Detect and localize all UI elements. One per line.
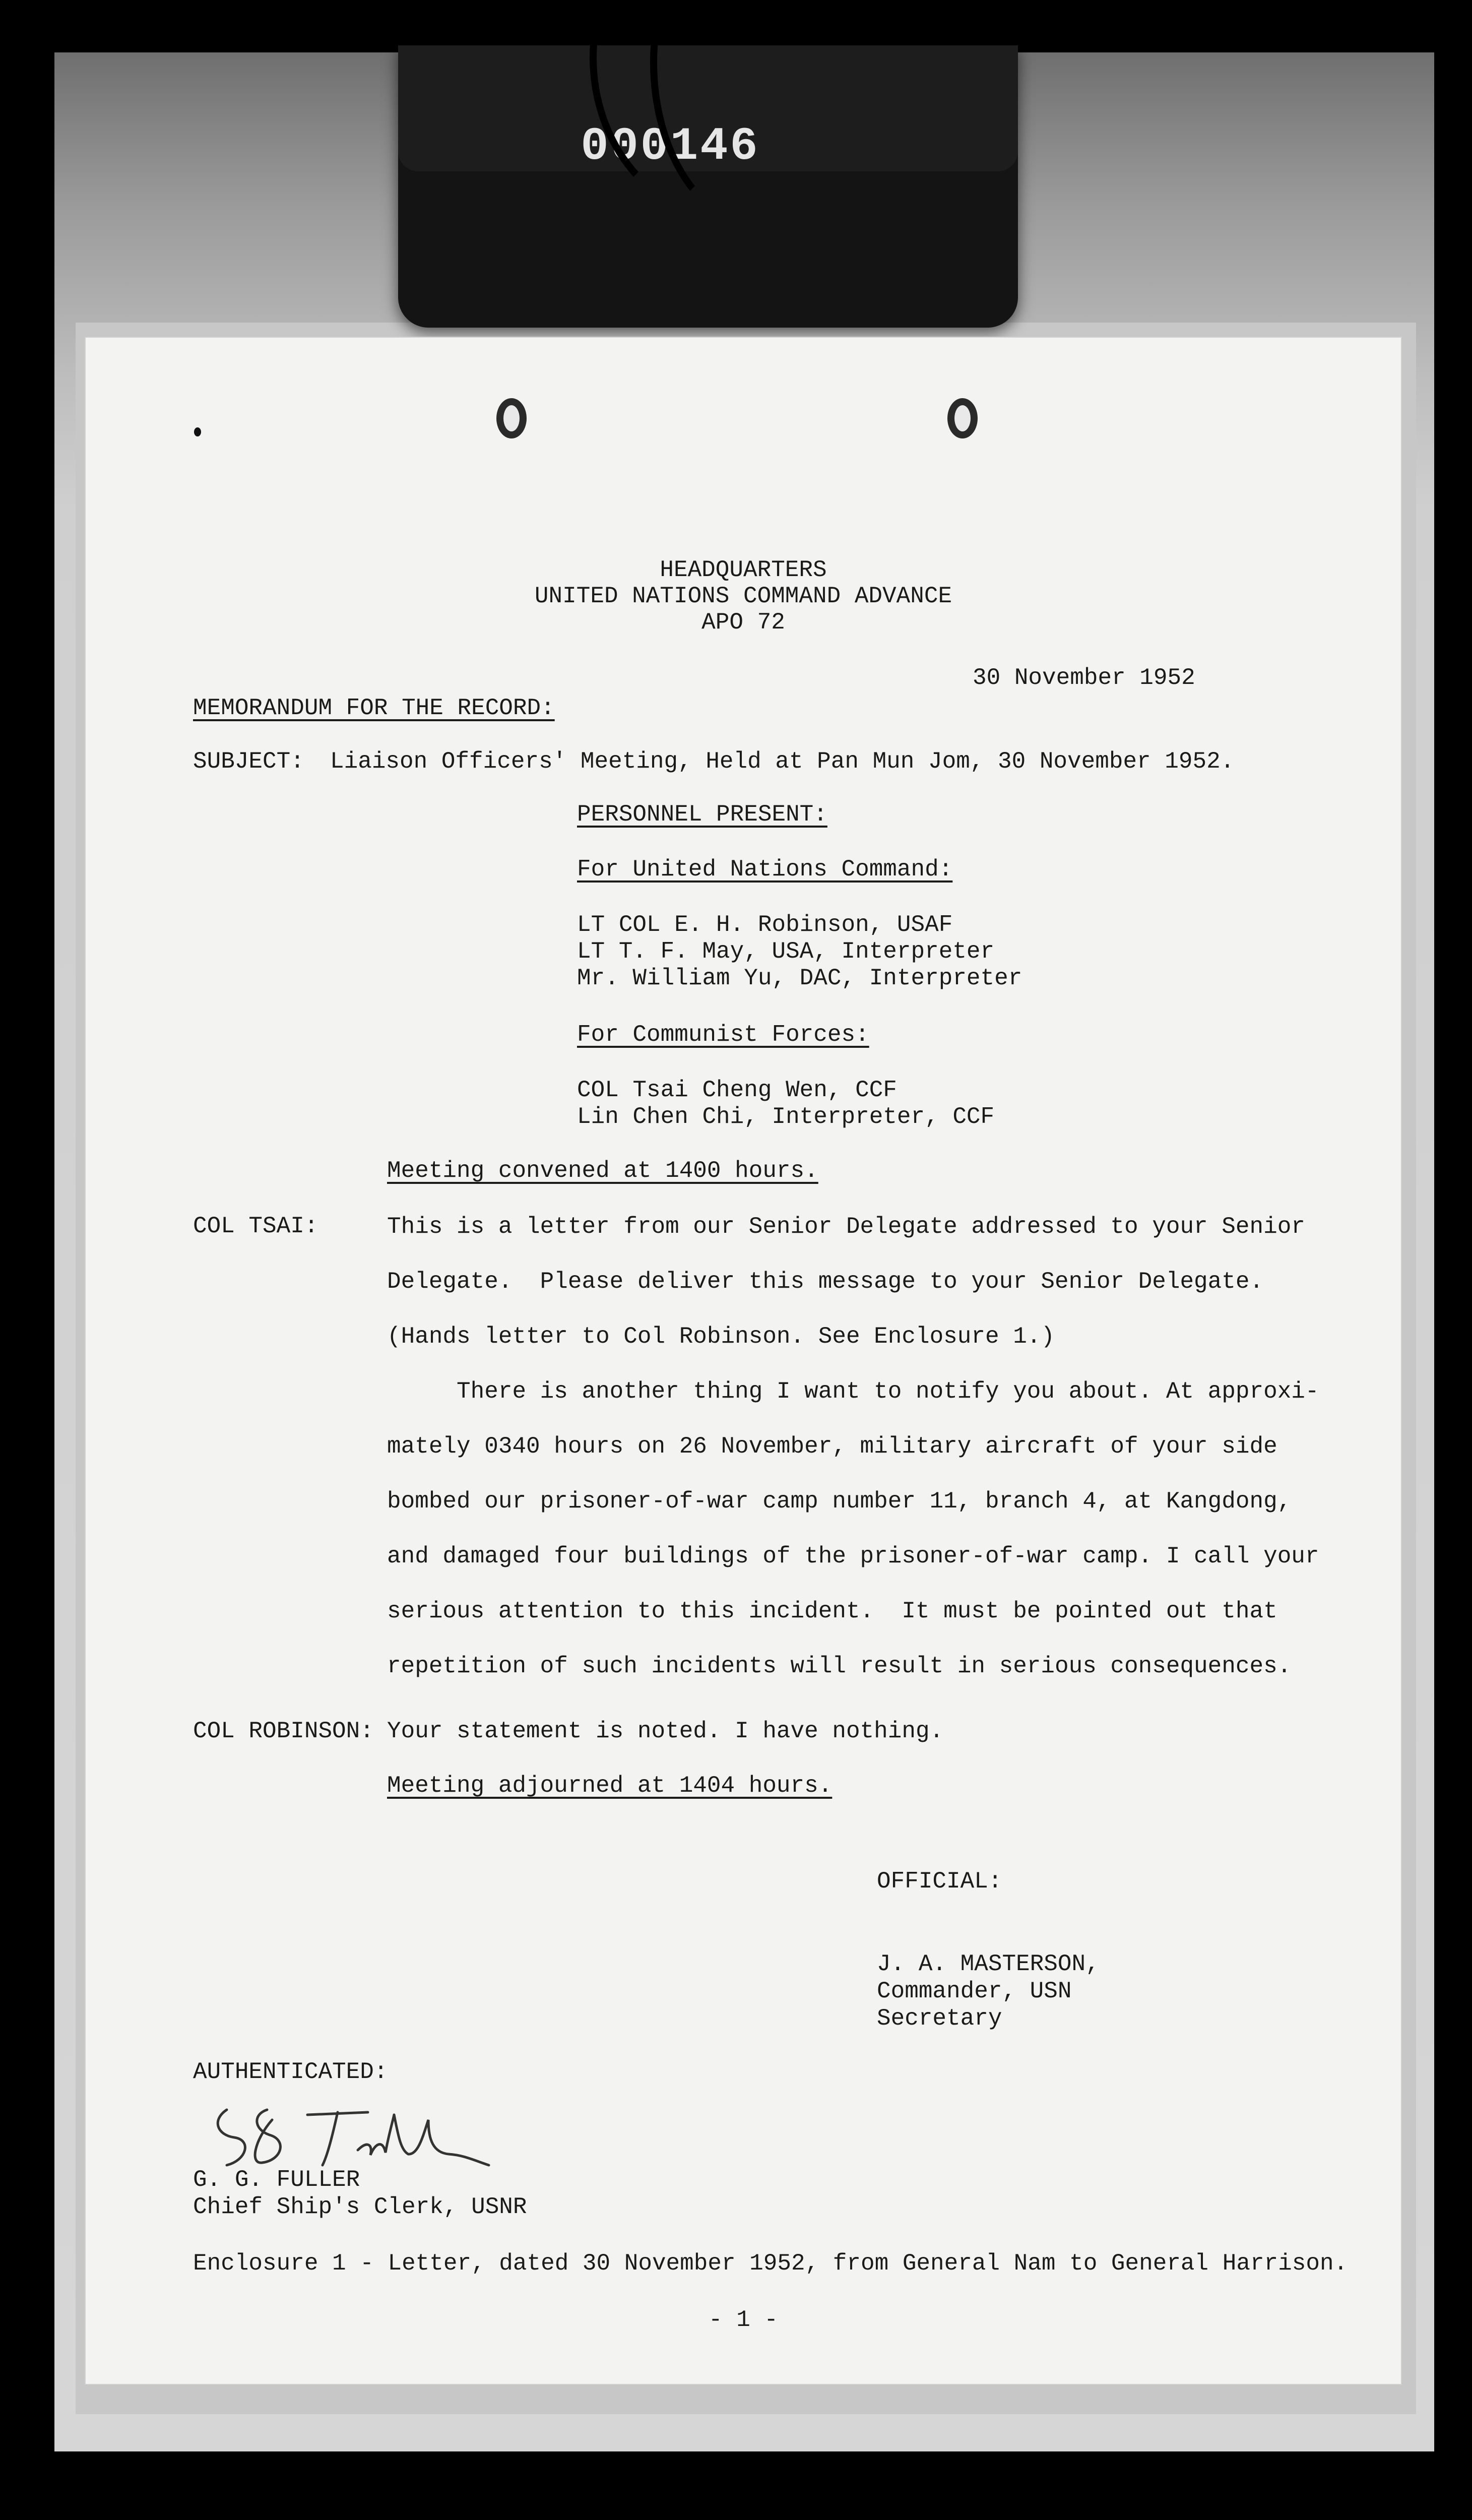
speech-line: serious attention to this incident. It must be pointed out that bbox=[387, 1598, 1277, 1624]
speech-paragraph bbox=[387, 1200, 1319, 1694]
communist-heading: For Communist Forces: bbox=[577, 1022, 869, 1048]
subject-text: Liaison Officers' Meeting, Held at Pan Mun Jom, 30 November 1952. bbox=[330, 748, 1235, 775]
official-title: Secretary bbox=[877, 2005, 1002, 2032]
punch-hole bbox=[947, 398, 978, 438]
memo-date: 30 November 1952 bbox=[973, 665, 1195, 691]
un-member: LT COL E. H. Robinson, USAF bbox=[577, 912, 953, 938]
header-line-3: APO 72 bbox=[701, 609, 785, 636]
header-line-1: HEADQUARTERS bbox=[660, 557, 827, 583]
adjourned-line: Meeting adjourned at 1404 hours. bbox=[387, 1773, 833, 1799]
enclosure-note: Enclosure 1 - Letter, dated 30 November 1952, from General Nam to General Harrison. bbox=[193, 2250, 1348, 2277]
header-line-2: UNITED NATIONS COMMAND ADVANCE bbox=[534, 583, 952, 609]
speech-line: repetition of such incidents will result in serious consequences. bbox=[387, 1653, 1292, 1679]
official-rank: Commander, USN bbox=[877, 1978, 1072, 2004]
reply-text: Your statement is noted. I have nothing. bbox=[387, 1718, 944, 1744]
personnel-heading: PERSONNEL PRESENT: bbox=[577, 801, 827, 828]
frame-counter: 000146 bbox=[581, 119, 760, 173]
convened-line: Meeting convened at 1400 hours. bbox=[387, 1158, 818, 1184]
subject-label: SUBJECT: bbox=[193, 748, 304, 775]
speech-line: There is another thing I want to notify you about. At approxi- bbox=[387, 1378, 1319, 1405]
authenticated-title: Chief Ship's Clerk, USNR bbox=[193, 2194, 527, 2220]
page-number: - 1 - bbox=[708, 2307, 779, 2333]
official-label: OFFICIAL: bbox=[877, 1868, 1002, 1895]
memorandum-page bbox=[86, 338, 1401, 2384]
memo-title: MEMORANDUM FOR THE RECORD: bbox=[193, 695, 555, 721]
speech-line: mately 0340 hours on 26 November, military aircraft of your side bbox=[387, 1433, 1277, 1460]
un-member: Mr. William Yu, DAC, Interpreter bbox=[577, 965, 1022, 991]
communist-member: COL Tsai Cheng Wen, CCF bbox=[577, 1077, 897, 1103]
speech-line: and damaged four buildings of the prisoner-of-war camp. I call your bbox=[387, 1543, 1319, 1569]
punch-hole bbox=[496, 398, 527, 438]
binder-clip bbox=[398, 45, 1018, 328]
authenticated-label: AUTHENTICATED: bbox=[193, 2059, 388, 2085]
speech-line: This is a letter from our Senior Delegate addressed to your Senior bbox=[387, 1214, 1305, 1240]
speaker-label: COL ROBINSON: bbox=[193, 1718, 374, 1744]
speaker-label: COL TSAI: bbox=[193, 1213, 318, 1239]
speech-line: bombed our prisoner-of-war camp number 11, branch 4, at Kangdong, bbox=[387, 1488, 1292, 1515]
film-speck bbox=[194, 427, 201, 436]
un-heading: For United Nations Command: bbox=[577, 856, 953, 883]
authenticated-name: G. G. FULLER bbox=[193, 2167, 360, 2193]
un-member: LT T. F. May, USA, Interpreter bbox=[577, 938, 995, 965]
speech-line: (Hands letter to Col Robinson. See Enclosure 1.) bbox=[387, 1324, 1055, 1350]
speech-line: Delegate. Please deliver this message to your Senior Delegate. bbox=[387, 1269, 1264, 1295]
communist-member: Lin Chen Chi, Interpreter, CCF bbox=[577, 1104, 995, 1130]
official-name: J. A. MASTERSON, bbox=[877, 1951, 1100, 1977]
